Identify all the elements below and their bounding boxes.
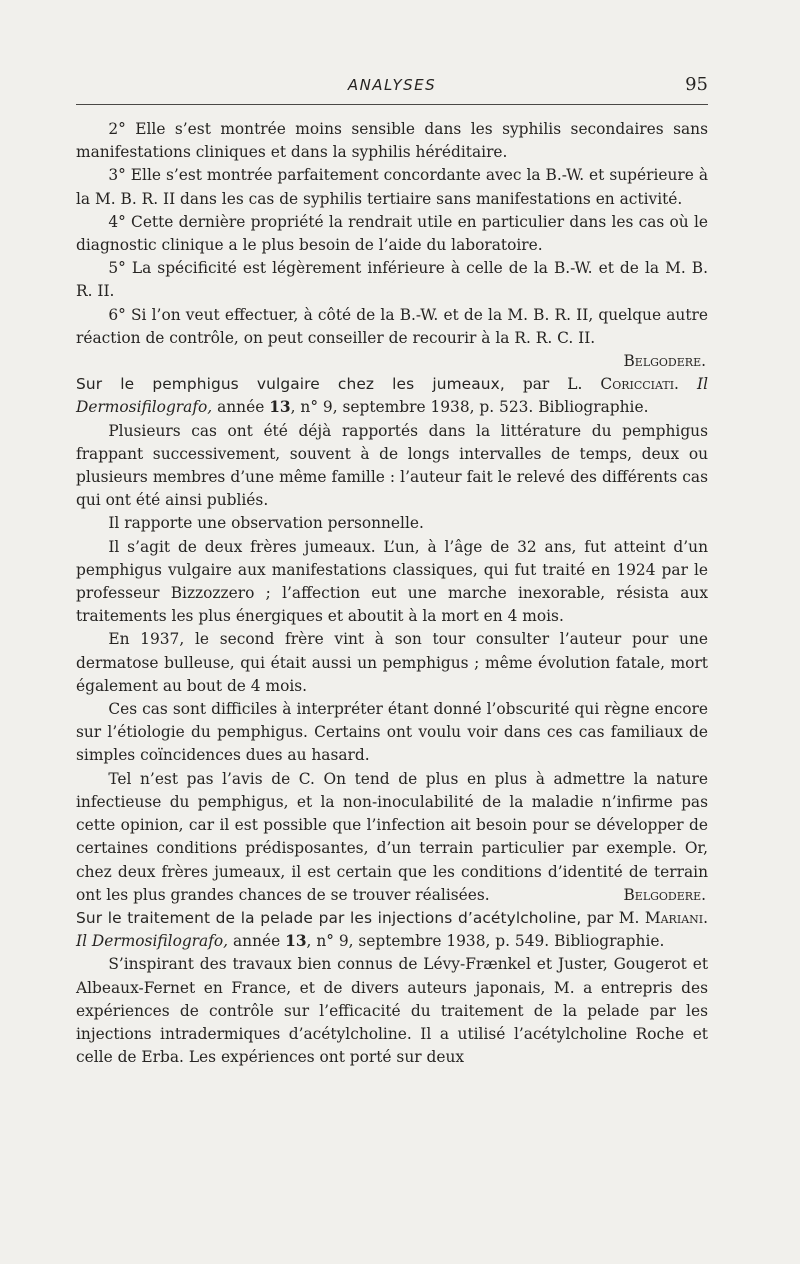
article-author: Coricciati.: [600, 375, 679, 394]
page-number: 95: [685, 74, 708, 95]
article-title: Sur le traitement de la pelade par les injections d’acétylcholine,: [76, 908, 582, 927]
issue-info: , n° 9, septembre 1938, p. 523. Bibliographie.: [290, 398, 649, 417]
paragraph: Il rapporte une observation personnelle.: [108, 514, 424, 533]
article-author: Mariani.: [644, 908, 708, 927]
paragraph: [76, 768, 708, 907]
paragraph: Plusieurs cas ont été déjà rapportés dans la littérature du pemphigus frappant successivement, souvent à de longs intervalles de temps, deux ou plusieurs membres d’une même famille : l’auteur fait le relevé des différents cas qui ont été ainsi publiés.: [76, 421, 708, 510]
year-label: année: [232, 932, 281, 951]
volume: 13: [269, 398, 291, 417]
paragraph: Ces cas sont difficiles à interpréter étant donné l’obscurité qui règne encore sur l’étiologie du pemphigus. Certains ont voulu voir dans ces cas familiaux de simples coïncidences dues au hasard.: [76, 700, 708, 765]
article-by: par L.: [522, 375, 583, 394]
page-header: [76, 72, 708, 104]
paragraph-text: Tel n’est pas l’avis de C. On tend de plus en plus à admettre la nature infectieuse du pemphigus, et la non-inoculabilité de la maladie n’infirme pas cette opinion, car il est possible que l’infection ait besoin pour se développer de certaines conditions prédisposantes, d’un terrain particulier par exemple. Or, chez deux frères jumeaux, il est certain que les conditions d’identité de terrain ont les plus grandes chances de se trouver réalisées.: [76, 769, 708, 904]
article-heading: [76, 373, 708, 419]
paragraph: 5° La spécificité est légèrement inférieure à celle de la B.-W. et de la M. B. R. II.: [76, 259, 708, 301]
paragraph: 3° Elle s’est montrée parfaitement concordante avec la B.-W. et supérieure à la M. B. R. II dans les cas de syphilis tertiaire sans manifestations en activité.: [76, 166, 708, 208]
paragraph: En 1937, le second frère vint à son tour consulter l’auteur pour une dermatose bulleuse, qui était aussi un pemphigus ; même évolution fatale, mort également au bout de 4 mois.: [76, 630, 708, 695]
paragraph: Il s’agit de deux frères jumeaux. L’un, à l’âge de 32 ans, fut atteint d’un pemphigus vulgaire aux manifestations classiques, qui fut traité en 1924 par le professeur Bizzozzero ; l’affection eut une marche inexorable, résista aux traitements les plus énergiques et aboutit à la mort en 4 mois.: [76, 537, 708, 626]
running-title: ANALYSES: [347, 76, 437, 94]
issue-info: , n° 9, septembre 1938, p. 549. Bibliographie.: [306, 932, 665, 951]
journal-name: Il Dermosifilografo,: [76, 932, 229, 951]
paragraph: 6° Si l’on veut effectuer, à côté de la B.-W. et de la M. B. R. II, quelque autre réaction de contrôle, on peut conseiller de recourir à la R. R. C. II.: [76, 305, 708, 347]
article-by: par M.: [586, 908, 640, 927]
journal-name: Il Dermosifilografo,: [76, 375, 708, 417]
year-label: année: [217, 398, 265, 417]
signature: Belgodere.: [623, 352, 706, 371]
signature: Belgodere.: [623, 885, 706, 904]
article-title: Sur le pemphigus vulgaire chez les jumeaux,: [76, 375, 505, 394]
paragraph: S’inspirant des travaux bien connus de Lévy-Frænkel et Juster, Gougerot et Albeaux-Fernet en France, et de divers auteurs japonais, M. a entrepris des expériences de contrôle sur l’efficacité du traitement de la pelade par les injections intradermiques d’acétylcholine. Il a utilisé l’acétylcholine Roche et celle de Erba. Les expériences ont porté sur deux: [76, 955, 708, 1067]
article-heading: [76, 907, 708, 953]
paragraph: 2° Elle s’est montrée moins sensible dans les syphilis secondaires sans manifestations cliniques et dans la syphilis héréditaire.: [76, 120, 708, 162]
page-body: [76, 118, 708, 1069]
paragraph: 4° Cette dernière propriété la rendrait utile en particulier dans les cas où le diagnostic clinique a le plus besoin de l’aide du laboratoire.: [76, 212, 708, 255]
header-rule: [76, 104, 708, 105]
volume: 13: [285, 932, 307, 951]
